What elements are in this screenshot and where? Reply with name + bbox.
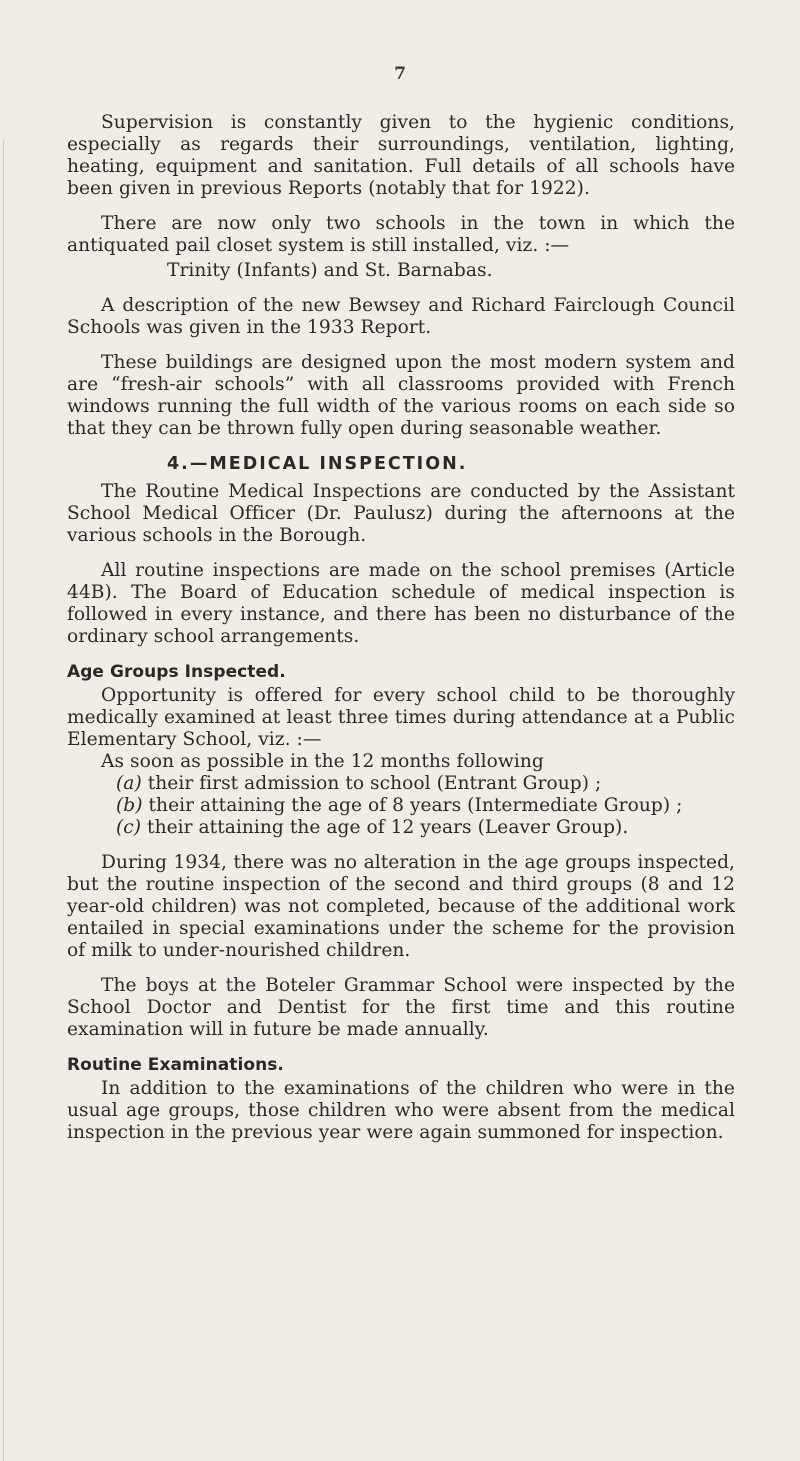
list-marker: (c) [116,817,142,838]
list-intro: As soon as possible in the 12 months following [101,751,544,772]
list-item-text: their attaining the age of 8 years (Intermediate Group) ; [148,795,683,816]
page-body [67,112,735,1157]
page-edge-shadow [3,140,4,1461]
paragraph-pail-closet: There are now only two schools in the town in which the antiquated pail closet system is still installed, viz. :— [67,213,735,256]
paragraph-new-schools: A description of the new Bewsey and Richard Fairclough Council Schools was given in the 1933 Report. [67,295,735,338]
list-marker: (b) [116,795,143,816]
sub-heading-age-groups: Age Groups Inspected. [67,662,286,682]
paragraph-routine-examinations: In addition to the examinations of the children who were in the usual age groups, those children who were absent from the medical inspection in the previous year were again summoned for inspection. [67,1078,735,1143]
paragraph-boteler-grammar: The boys at the Boteler Grammar School were inspected by the School Doctor and Dentist for the first time and this routine examination will in future be made annually. [67,975,735,1040]
sub-heading-routine-examinations: Routine Examinations. [67,1055,284,1075]
paragraph-opportunity: Opportunity is offered for every school child to be thoroughly medically examined at least three times during attendance at a Public Elementary School, viz. :— [67,685,735,750]
page-number: 7 [394,64,406,84]
section-heading-medical-inspection: 4.—MEDICAL INSPECTION. [167,454,468,474]
age-group-list [67,751,735,839]
list-item [67,795,735,817]
list-item-text: their first admission to school (Entrant Group) ; [147,773,602,794]
paragraph-school-premises: All routine inspections are made on the school premises (Article 44B). The Board of Education schedule of medical inspection is followed in every instance, and there has been no disturbance of the ordinary school arrangements. [67,560,735,647]
schools-line: Trinity (Infants) and St. Barnabas. [167,260,493,281]
paragraph-fresh-air-schools: These buildings are designed upon the most modern system and are “fresh-air schools” with all classrooms provided with French windows running the full width of the various rooms on each side so that they can be thrown fully open during seasonable weather. [67,352,735,439]
paragraph-routine-inspections: The Routine Medical Inspections are conducted by the Assistant School Medical Officer (Dr. Paulusz) during the afternoons at the various schools in the Borough. [67,481,735,546]
paragraph-1934-alteration: During 1934, there was no alteration in the age groups inspected, but the routine inspection of the second and third groups (8 and 12 year-old children) was not completed, because of the additional work entailed in special examinations under the scheme for the provision of milk to under-nourished children. [67,852,735,961]
paragraph-hygiene-supervision: Supervision is constantly given to the hygienic conditions, especially as regards their surroundings, ventilation, lighting, heating, equipment and sanitation. Full details of all schools have been given in previous Reports (notably that for 1922). [67,112,735,199]
list-item [67,817,735,839]
list-marker: (a) [116,773,142,794]
list-item [67,773,735,795]
list-item-text: their attaining the age of 12 years (Leaver Group). [147,817,629,838]
